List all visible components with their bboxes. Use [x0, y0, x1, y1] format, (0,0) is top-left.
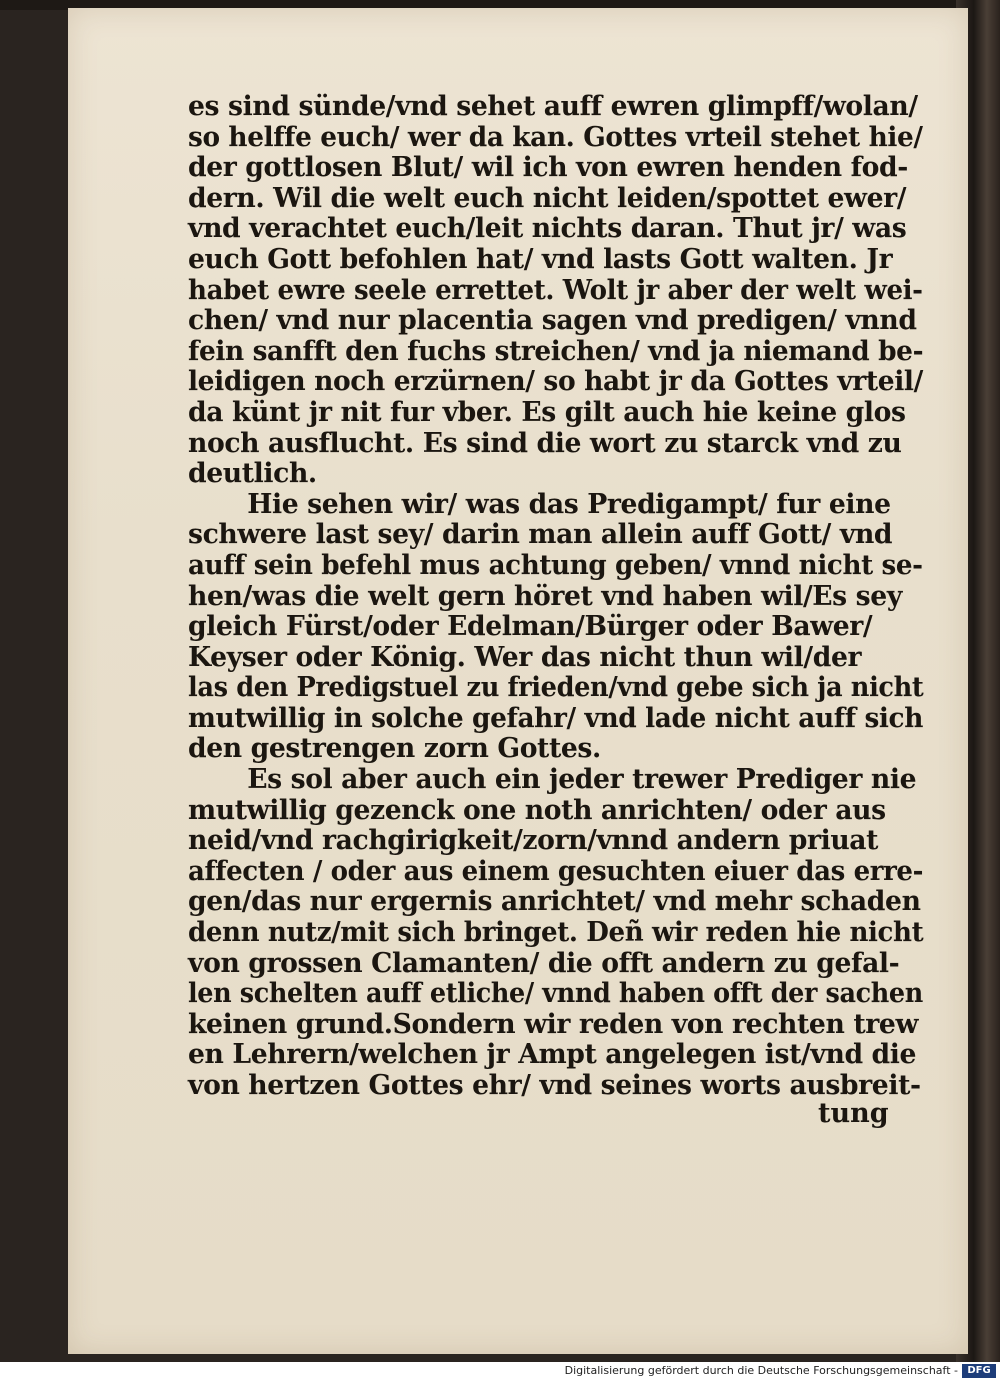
- text-line: mutwillig in solche gefahr/ vnd lade nicht auff sich: [188, 702, 924, 734]
- catchword: tung: [818, 1098, 889, 1129]
- text-line: vnd verachtet euch/leit nichts daran. Thut jr/ was: [188, 213, 907, 245]
- text-line: dern. Wil die welt euch nicht leiden/spottet ewer/: [188, 182, 907, 214]
- paragraph-start: Es sol aber auch ein jeder trewer Prediger nie: [247, 764, 917, 796]
- text-line: neid/vnd rachgirigkeit/zorn/vnnd andern priuat: [188, 825, 879, 857]
- text-line: noch ausflucht. Es sind die wort zu starck vnd zu: [188, 427, 902, 459]
- text-line: Keyser oder König. Wer das nicht thun wil/der: [188, 641, 862, 673]
- text-line: denn nutz/mit sich bringet. Deñ wir reden hie nicht: [188, 917, 924, 949]
- text-line: auff sein befehl mus achtung geben/ vnnd nicht se-: [188, 549, 923, 581]
- text-line: gen/das nur ergernis anrichtet/ vnd mehr schaden: [188, 886, 921, 918]
- text-line: gleich Fürst/oder Edelman/Bürger oder Bawer/: [188, 611, 873, 643]
- text-line: da künt jr nit fur vber. Es gilt auch hie keine glos: [188, 396, 906, 428]
- text-line: leidigen noch erzürnen/ so habt jr da Gottes vrteil/: [188, 366, 923, 398]
- text-line: affecten / oder aus einem gesuchten eiuer das erre-: [188, 855, 924, 887]
- text-line: hen/was die welt gern höret vnd haben wil/Es sey: [188, 580, 902, 612]
- text-line: von hertzen Gottes ehr/ vnd seines worts ausbreit-: [188, 1070, 921, 1101]
- text-line: von grossen Clamanten/ die offt andern zu gefal-: [188, 947, 900, 979]
- text-line: len schelten auff etliche/ vnnd haben offt der sachen: [188, 978, 923, 1010]
- text-line: fein sanfft den fuchs streichen/ vnd ja niemand be-: [188, 335, 924, 367]
- text-line: den gestrengen zorn Gottes.: [188, 733, 601, 765]
- page-text: [188, 92, 933, 1102]
- funding-credit: Digitalisierung gefördert durch die Deutsche Forschungsgemeinschaft -: [564, 1364, 958, 1377]
- text-line: en Lehrern/welchen jr Ampt angelegen ist/vnd die: [188, 1039, 917, 1071]
- text-line: so helffe euch/ wer da kan. Gottes vrteil stehet hie/: [188, 121, 923, 153]
- footer-bar: [0, 1362, 1000, 1381]
- text-line: habet ewre seele errettet. Wolt jr aber der welt wei-: [188, 274, 923, 306]
- text-line: es sind sünde/vnd sehet auff ewren glimpff/wolan/: [188, 91, 918, 122]
- paragraph-start: Hie sehen wir/ was das Predigampt/ fur eine: [247, 488, 891, 520]
- text-line: der gottlosen Blut/ wil ich von ewren henden fod-: [188, 152, 908, 184]
- text-line: mutwillig gezenck one noth anrichten/ oder aus: [188, 794, 886, 826]
- text-line: keinen grund.Sondern wir reden von rechten trew: [188, 1008, 918, 1040]
- text-line: chen/ vnd nur placentia sagen vnd predigen/ vnnd: [188, 305, 917, 337]
- text-line: deutlich.: [188, 458, 317, 490]
- text-line: euch Gott befohlen hat/ vnd lasts Gott walten. Jr: [188, 243, 893, 275]
- dfg-logo: DFG: [962, 1364, 996, 1378]
- text-line: schwere last sey/ darin man allein auff Gott/ vnd: [188, 519, 893, 551]
- text-line: las den Predigstuel zu frieden/vnd gebe sich ja nicht: [188, 672, 924, 704]
